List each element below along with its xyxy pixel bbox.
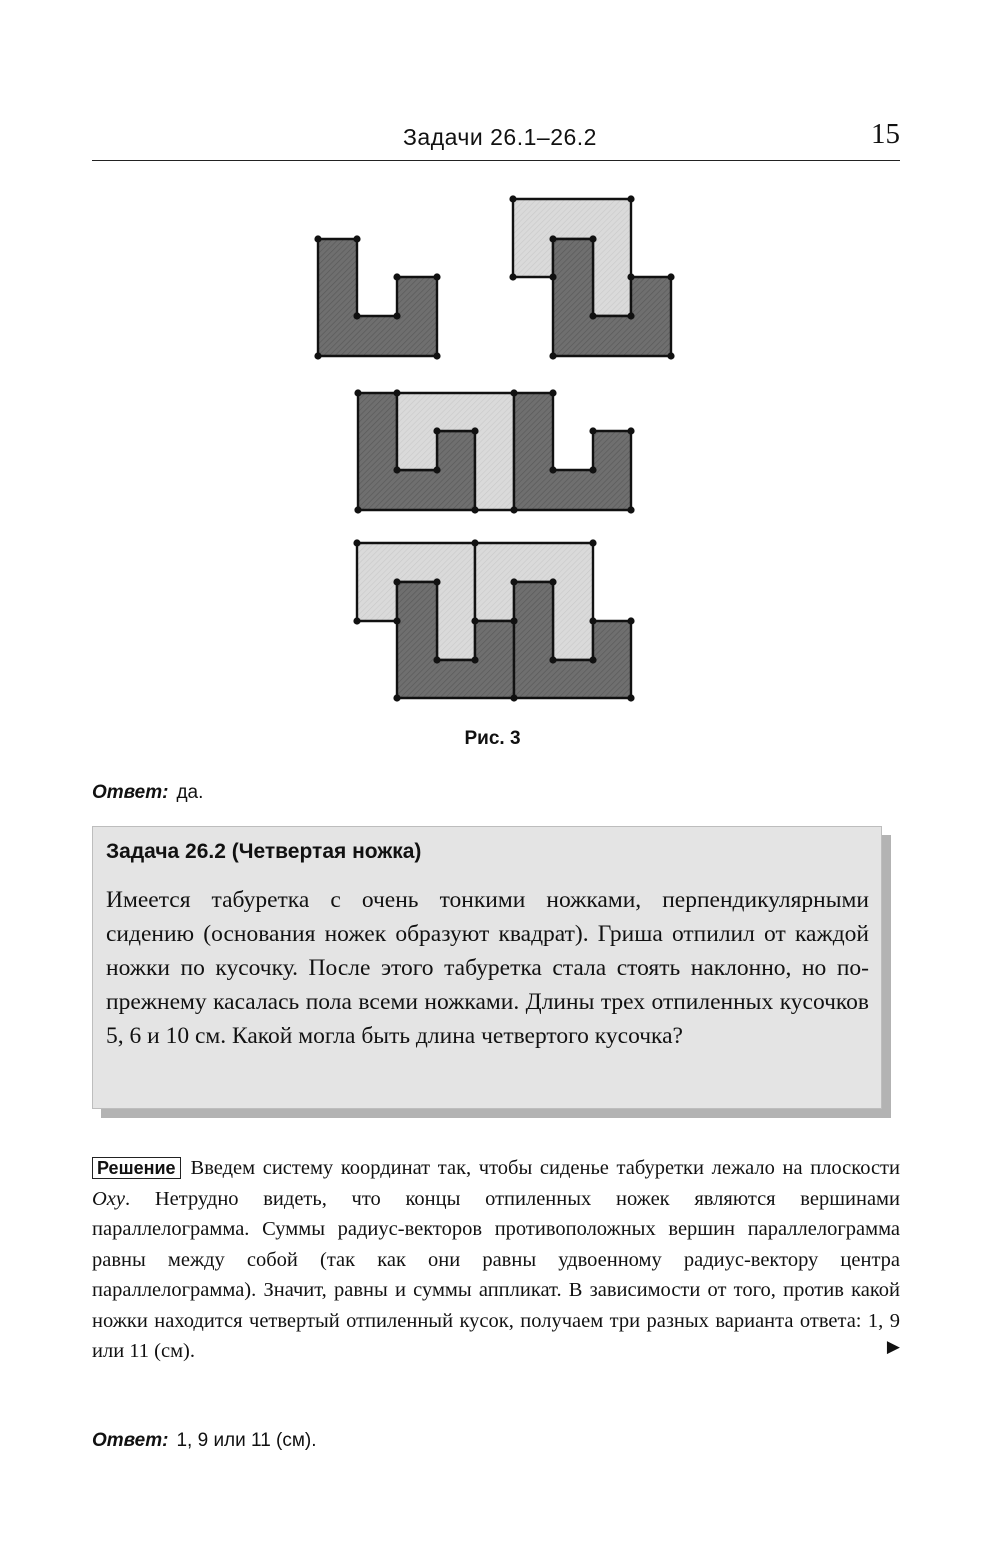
figure-piece-dark [318, 239, 437, 356]
figure-caption: Рис. 3 [464, 728, 521, 749]
problem-title: Задача 26.2 (Четвертая ножка) [106, 840, 422, 863]
answer-label: Ответ: [92, 782, 169, 803]
solution-text-part1: Введем систему координат так, чтобы сиденье табуретки лежало на плоскости [190, 1157, 900, 1179]
answer-1 [92, 782, 203, 804]
answer-value: да. [176, 782, 204, 803]
end-of-solution-marker: ▶ [886, 1337, 900, 1356]
figure-3 [0, 0, 1000, 720]
problem-text: Имеется табуретка с очень тонкими ножками, перпендикулярными сидению (основания ножек образуют квадрат). Гриша отпилил от каждой ножки по кусочку. После этого табуретка стала стоять наклонно, но по-прежнему касалась пола всеми ножками. Длины трех отпиленных кусочков 5, 6 и 10 см. Какой могла быть длина четвертого кусочка? [106, 887, 869, 1049]
solution-math-plane: Oxy [92, 1187, 126, 1210]
solution-paragraph [92, 1153, 900, 1367]
page-number: 15 [871, 118, 900, 150]
problem-box [92, 826, 882, 1109]
answer-label: Ответ: [92, 1430, 169, 1451]
solution-label: Решение [92, 1157, 181, 1179]
figure-piece-dark [514, 393, 631, 510]
running-header-title: Задачи 26.1–26.2 [403, 124, 597, 150]
solution-text-part2: . Нетрудно видеть, что концы отпиленных ножек являются вершинами параллелограмма. Суммы радиус-векторов противоположных вершин параллелограмма равны между собой (так как они равны удвоенному радиус-вектору центра параллелограмма). Значит, равны и суммы аппликат. В зависимости от того, против какой ножки находится четвертый отпиленный кусок, получаем три разных варианта ответа: 1, 9 или 11 (см). [92, 1187, 900, 1362]
answer-value: 1, 9 или 11 (см). [176, 1430, 317, 1451]
answer-2 [92, 1430, 317, 1452]
